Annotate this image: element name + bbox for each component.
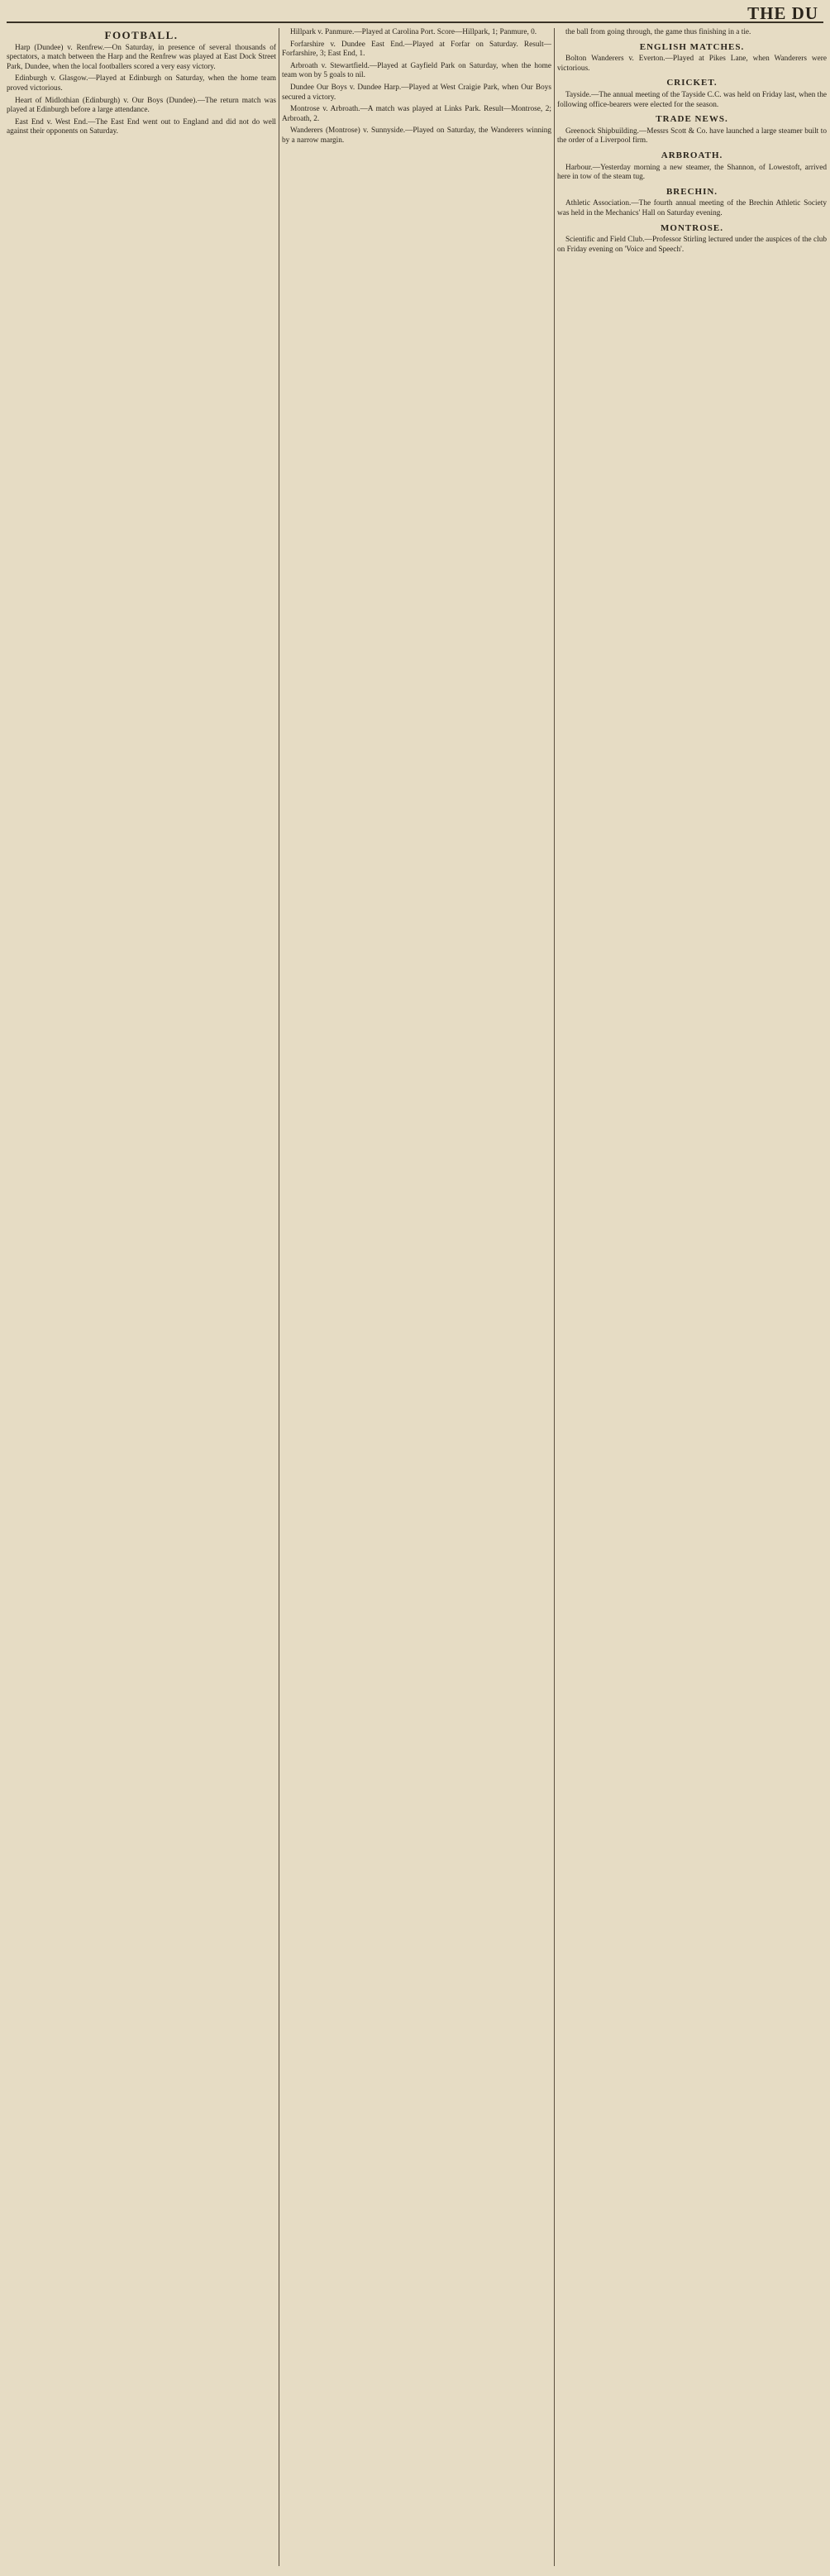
column-left xyxy=(7,28,276,2566)
article-hillpark-panmure: Hillpark v. Panmure.—Played at Carolina Port. Score—Hillpark, 1; Panmure, 0. xyxy=(290,28,537,36)
article-shipbuilding: Greenock Shipbuilding.—Messrs Scott & Co. have launched a large steamer built to the order of a Liverpool firm. xyxy=(557,126,827,145)
article-brechin-athletic: Athletic Association.—The fourth annual meeting of the Brechin Athletic Society was held in the Mechanics' Hall on Saturday evening. xyxy=(557,199,827,217)
article-our-boys-harp: Dundee Our Boys v. Dundee Harp.—Played at West Craigie Park, when Our Boys secured a victory. xyxy=(282,83,551,102)
column-right xyxy=(557,28,827,2566)
article-forfarshire: Forfarshire v. Dundee East End.—Played at Forfar on Saturday. Result—Forfarshire, 3; East End, 1. xyxy=(282,40,551,59)
cricket-heading: CRICKET. xyxy=(666,78,718,88)
column-rule xyxy=(554,28,555,2566)
article-edinburgh-glasgow: Edinburgh v. Glasgow.—Played at Edinburgh on Saturday, when the home team proved victorious. xyxy=(7,74,276,93)
article-wanderers-sunnyside: Wanderers (Montrose) v. Sunnyside.—Played on Saturday, the Wanderers winning by a narrow margin. xyxy=(282,126,551,145)
article-harp-renfrew: Harp (Dundee) v. Renfrew.—On Saturday, in presence of several thousands of spectators, a match between the Harp and the Renfrew was played at East Dock Street Park, Dundee, when the local footballers scored a very easy victory. xyxy=(7,43,276,71)
football-heading: FOOTBALL. xyxy=(104,29,179,41)
article-montrose-club: Scientific and Field Club.—Professor Stirling lectured under the auspices of the club on Friday evening on 'Voice and Speech'. xyxy=(557,236,827,254)
article-montrose-arbroath: Montrose v. Arbroath.—A match was played at Links Park. Result—Montrose, 2; Arbroath, 2. xyxy=(282,105,551,123)
arbroath-heading: ARBROATH. xyxy=(661,150,723,160)
trade-news-heading: TRADE NEWS. xyxy=(656,114,728,125)
article-arbroath-harbour: Harbour.—Yesterday morning a new steamer, the Shannon, of Lowestoft, arrived here in tow of the steam tug. xyxy=(557,163,827,182)
article-tayside-cricket: Tayside.—The annual meeting of the Tayside C.C. was held on Friday last, when the following office-bearers were elected for the season. xyxy=(557,90,827,109)
english-matches-heading: ENGLISH MATCHES. xyxy=(639,41,745,52)
article-continued: the ball from going through, the game thus finishing in a tie. xyxy=(565,28,751,36)
masthead xyxy=(7,3,823,23)
article-arbroath-stewartfield: Arbroath v. Stewartfield.—Played at Gayfield Park on Saturday, when the home team won by 5 goals to nil. xyxy=(282,61,551,80)
brechin-heading: BRECHIN. xyxy=(665,186,718,197)
montrose-heading: MONTROSE. xyxy=(661,222,723,233)
column-middle xyxy=(282,28,551,2566)
article-hearts-our-boys: Heart of Midlothian (Edinburgh) v. Our Boys (Dundee).—The return match was played at Edinburgh before a large attendance. xyxy=(7,96,276,115)
article-east-west-end: East End v. West End.—The East End went out to England and did not do well against their opponents on Saturday. xyxy=(7,117,276,136)
article-bolton-everton: Bolton Wanderers v. Everton.—Played at Pikes Lane, when Wanderers were victorious. xyxy=(557,55,827,73)
masthead-title: THE DU xyxy=(747,3,818,23)
columns xyxy=(7,28,827,2566)
